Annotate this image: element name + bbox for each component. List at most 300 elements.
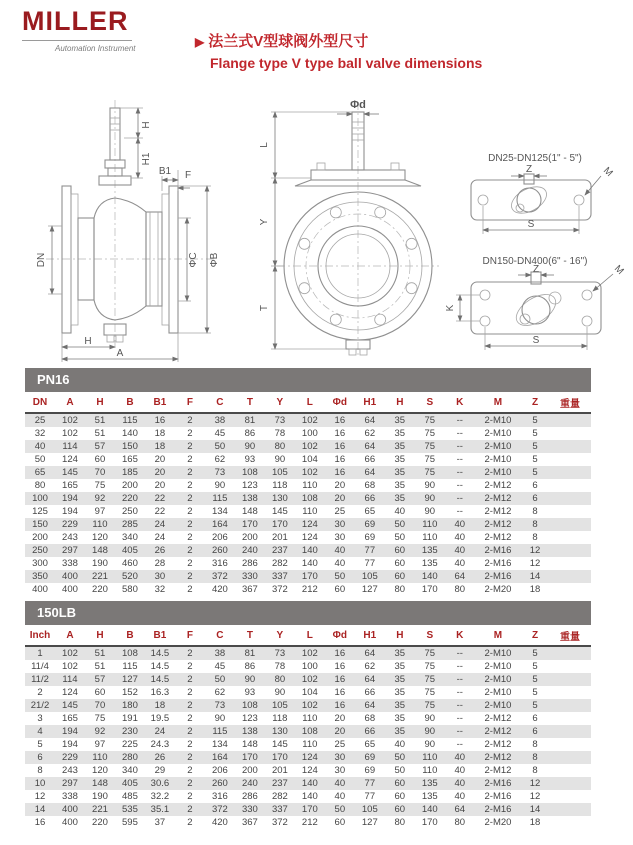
table-cell: 400 [62, 571, 78, 582]
table-cell: 50 [394, 752, 406, 763]
table-cell: 77 [364, 558, 376, 569]
table-cell: 250 [32, 545, 48, 556]
table-cell: 24.3 [150, 739, 170, 750]
table-cell: 20 [154, 454, 166, 465]
table-cell: 30 [334, 765, 346, 776]
table-cell: 20 [334, 726, 346, 737]
page-title-zh-text: 法兰式V型球阀外型尺寸 [208, 33, 369, 50]
table-cell: 372 [211, 571, 228, 582]
table-cell: 460 [122, 558, 138, 569]
table-cell: 38 [214, 415, 226, 426]
table-cell: 28 [154, 558, 166, 569]
table-cell: 104 [301, 454, 318, 465]
table-cell: 340 [122, 765, 138, 776]
table-cell: 164 [211, 519, 228, 530]
table-cell: 123 [241, 480, 258, 491]
table-cell: 110 [422, 765, 438, 776]
table-cell: 225 [122, 739, 138, 750]
table-cell [549, 583, 591, 596]
table-row [25, 790, 591, 803]
table-cell: 90 [424, 739, 436, 750]
table-cell: 50 [214, 441, 226, 452]
table-cell: 62 [364, 661, 376, 672]
table-cell: 165 [62, 480, 78, 491]
table-cell: 5 [532, 648, 538, 659]
table-cell: 140 [301, 558, 318, 569]
table-cell: 81 [244, 648, 256, 659]
table-cell: 8 [532, 506, 538, 517]
table-cell [549, 479, 591, 492]
table-cell: 5 [532, 700, 538, 711]
table-cell: 45 [214, 428, 226, 439]
dim-label-z-large: Z [532, 264, 540, 275]
table-cell: 2 [187, 739, 193, 750]
table-cell: 2 [187, 700, 193, 711]
table-cell: 2 [187, 726, 193, 737]
column-header: 重量 [549, 392, 591, 413]
table-cell: 40 [454, 791, 466, 802]
table-cell: 2 [187, 532, 193, 543]
table-cell: 64 [454, 804, 466, 815]
table-cell: 194 [62, 493, 78, 504]
table-cell: 110 [302, 506, 318, 517]
column-header: Y [265, 625, 295, 646]
table-cell: 5 [532, 661, 538, 672]
table-cell: 5 [532, 454, 538, 465]
table-cell: 102 [62, 648, 78, 659]
table-cell: 105 [271, 700, 288, 711]
table-cell: 60 [394, 804, 406, 815]
column-header: B1 [145, 625, 175, 646]
table-cell: 24 [154, 532, 166, 543]
table-cell: 201 [271, 532, 288, 543]
table-cell: 24 [154, 519, 166, 530]
table-cell [549, 570, 591, 583]
table-cell: 65 [34, 467, 46, 478]
table-cell: -- [456, 661, 463, 672]
table-cell: 77 [364, 545, 376, 556]
table-cell: 29 [154, 765, 166, 776]
table-cell: 2 [187, 778, 193, 789]
table-cell: 14.5 [150, 648, 170, 659]
table-cell: 90 [244, 674, 256, 685]
column-header: C [205, 625, 235, 646]
table-row [25, 518, 591, 531]
table-cell: 280 [122, 752, 138, 763]
table-cell: 35 [394, 441, 406, 452]
column-header: A [55, 392, 85, 413]
table-cell: 8 [532, 519, 538, 530]
table-cell: 14.5 [150, 674, 170, 685]
column-header: Y [265, 392, 295, 413]
table-cell: 40 [454, 532, 466, 543]
table-cell: 16 [334, 415, 346, 426]
table-cell: 14 [529, 804, 541, 815]
table-cell: 340 [122, 532, 138, 543]
table-cell: 6 [532, 726, 538, 737]
table-cell: 148 [92, 545, 108, 556]
table-cell: 16.3 [150, 687, 170, 698]
table-cell: 102 [62, 428, 78, 439]
dim-label-m-small: M [600, 165, 615, 180]
table-cell: 230 [122, 726, 138, 737]
table-cell: 120 [92, 532, 108, 543]
column-header: Z [521, 392, 549, 413]
table-cell: 18 [529, 584, 541, 595]
table-cell: -- [456, 674, 463, 685]
table-cell: 16 [334, 428, 346, 439]
table-cell: 2-M10 [484, 441, 512, 452]
table-cell: 64 [364, 467, 376, 478]
column-header: Z [521, 625, 549, 646]
table-cell: 200 [241, 532, 258, 543]
dim-label-z-small: Z [525, 164, 533, 175]
table-cell: 2 [187, 493, 193, 504]
table-cell: 92 [94, 493, 106, 504]
table-cell: 2 [187, 791, 193, 802]
table-cell: -- [456, 493, 463, 504]
table-cell: 108 [241, 700, 258, 711]
table-cell: 140 [301, 791, 318, 802]
table-cell: 57 [94, 674, 106, 685]
table-cell: 140 [421, 804, 438, 815]
table-cell: 110 [92, 752, 108, 763]
table-cell: 130 [271, 726, 288, 737]
table-cell [549, 712, 591, 725]
table-cell: 64 [364, 441, 376, 452]
table-cell: 127 [122, 674, 138, 685]
table-cell: 62 [214, 454, 226, 465]
table-cell: 80 [454, 817, 466, 828]
table-cell: 51 [94, 661, 106, 672]
table-cell: 221 [92, 571, 108, 582]
table-cell: 50 [334, 571, 346, 582]
dim-label-k: K [445, 304, 456, 312]
table-cell: 102 [301, 700, 318, 711]
table-cell: 50 [214, 674, 226, 685]
table-cell: 14 [529, 571, 541, 582]
table-cell: 81 [244, 415, 256, 426]
table-cell: 2-M12 [484, 480, 512, 491]
table-cell: 300 [32, 558, 48, 569]
table-cell: 170 [271, 752, 288, 763]
table-cell: 40 [454, 778, 466, 789]
table-cell: 2 [37, 687, 43, 698]
table-cell: 12 [34, 791, 46, 802]
table-cell: 40 [334, 778, 346, 789]
table-cell: 102 [301, 415, 318, 426]
table-cell: 60 [394, 558, 406, 569]
table-cell: 5 [532, 415, 538, 426]
table-cell: 35 [394, 454, 406, 465]
table-cell: 40 [334, 545, 346, 556]
column-header: H1 [355, 392, 385, 413]
table-cell: 5 [532, 441, 538, 452]
table-cell: 18 [529, 817, 541, 828]
pn16-section-header: PN16 [25, 368, 591, 392]
table-cell: 102 [301, 467, 318, 478]
table-cell: 191 [122, 713, 138, 724]
table-cell: 220 [92, 817, 108, 828]
table-cell: 70 [94, 467, 106, 478]
table-cell: 140 [421, 571, 438, 582]
table-cell: 75 [424, 441, 436, 452]
table-cell: 148 [92, 778, 108, 789]
table-cell: 108 [301, 726, 318, 737]
column-header: K [445, 392, 475, 413]
table-cell: 243 [62, 532, 78, 543]
table-cell: 2-M16 [484, 571, 512, 582]
table-cell: 77 [364, 791, 376, 802]
table-cell: 90 [244, 441, 256, 452]
table-cell: 75 [94, 480, 106, 491]
table-cell: 316 [211, 558, 228, 569]
table-cell: 60 [334, 817, 346, 828]
table-cell: 104 [301, 687, 318, 698]
table-cell: 2 [187, 454, 193, 465]
table-cell: 16 [334, 687, 346, 698]
brand-tagline: Automation Instrument [55, 44, 136, 53]
table-cell: 115 [122, 415, 138, 426]
column-header: S [415, 392, 445, 413]
table-cell: 35 [394, 700, 406, 711]
table-cell: 260 [211, 778, 228, 789]
table-cell: 110 [302, 713, 318, 724]
table-cell: 62 [364, 428, 376, 439]
table-cell: 108 [241, 467, 258, 478]
table-cell: 60 [394, 778, 406, 789]
table-cell: 330 [241, 804, 258, 815]
table-cell: 118 [272, 713, 288, 724]
dim-label-phi-c: ΦC [188, 252, 199, 268]
table-cell: 2-M10 [484, 428, 512, 439]
table-row [25, 570, 591, 583]
table-cell [549, 544, 591, 557]
table-cell: 164 [211, 752, 228, 763]
table-cell: 2 [187, 661, 193, 672]
table-cell: 102 [301, 674, 318, 685]
table-cell [549, 453, 591, 466]
table-cell: 170 [301, 804, 318, 815]
table-cell: 170 [421, 817, 438, 828]
table-cell: 90 [424, 493, 436, 504]
table-cell: 124 [301, 765, 318, 776]
brand-logo: MILLER [22, 6, 129, 36]
table-cell: 286 [241, 791, 258, 802]
table-cell [549, 777, 591, 790]
table-cell: 206 [211, 765, 228, 776]
table-cell: 138 [241, 493, 258, 504]
table-cell: 65 [364, 739, 376, 750]
table-cell: 40 [454, 519, 466, 530]
table-cell: 170 [241, 752, 258, 763]
table-row [25, 531, 591, 544]
table-cell: 30.6 [150, 778, 170, 789]
table-cell: 24 [154, 726, 166, 737]
table-cell: 145 [271, 739, 288, 750]
table-cell: 60 [394, 571, 406, 582]
table-cell: 127 [361, 817, 378, 828]
table-cell: 2-M12 [484, 765, 512, 776]
table-cell: 37 [154, 817, 166, 828]
table-cell: 123 [241, 713, 258, 724]
table-cell: 30 [334, 752, 346, 763]
table-cell: 145 [62, 700, 78, 711]
table-cell: 80 [454, 584, 466, 595]
table-cell: 297 [62, 545, 78, 556]
table-cell: 30 [154, 571, 166, 582]
table-cell: 90 [214, 713, 226, 724]
table-cell [549, 790, 591, 803]
table-cell: 338 [62, 791, 78, 802]
table-cell: 40 [334, 558, 346, 569]
table-cell: 2 [187, 687, 193, 698]
table-row [25, 816, 591, 829]
table-cell: 200 [32, 532, 48, 543]
table-cell: 75 [424, 428, 436, 439]
table-cell: 62 [214, 687, 226, 698]
table-cell: 78 [274, 661, 286, 672]
table-cell: 22 [154, 506, 166, 517]
table-cell: 5 [532, 687, 538, 698]
table-cell: 32 [154, 584, 166, 595]
table-row [25, 479, 591, 492]
table-cell: 367 [241, 584, 258, 595]
pn16-table [25, 392, 591, 596]
column-header: H1 [355, 625, 385, 646]
table-cell: 110 [302, 739, 318, 750]
table-cell: 2 [187, 648, 193, 659]
table-cell: 2 [187, 467, 193, 478]
table-cell: 6 [532, 493, 538, 504]
table-cell: 40 [334, 791, 346, 802]
table-cell: 60 [394, 545, 406, 556]
table-cell: 595 [122, 817, 138, 828]
table-cell [549, 427, 591, 440]
table-cell: 20 [334, 493, 346, 504]
table-cell [549, 518, 591, 531]
table-cell: 2 [187, 571, 193, 582]
table-cell: 260 [211, 545, 228, 556]
table-cell: 16 [334, 700, 346, 711]
column-header: 重量 [549, 625, 591, 646]
table-cell: 21/2 [30, 700, 50, 711]
table-cell: 2-M16 [484, 558, 512, 569]
table-row [25, 544, 591, 557]
table-cell: 6 [37, 752, 43, 763]
table-cell: 102 [62, 415, 78, 426]
table-cell: -- [456, 713, 463, 724]
table-cell: 110 [422, 532, 438, 543]
table-cell: 170 [301, 571, 318, 582]
table-cell: 2-M16 [484, 804, 512, 815]
table-cell: 2-M20 [484, 817, 512, 828]
table-cell: 64 [364, 674, 376, 685]
table-cell: 135 [421, 778, 438, 789]
table-cell: 2-M10 [484, 674, 512, 685]
table-cell: 115 [212, 726, 228, 737]
table-cell: 66 [364, 726, 376, 737]
table-cell: 6 [532, 713, 538, 724]
table-cell: 400 [62, 584, 78, 595]
table-row [25, 453, 591, 466]
table-cell: 2-M12 [484, 506, 512, 517]
table-row [25, 557, 591, 570]
table-cell: 100 [301, 661, 318, 672]
table-cell: 16 [334, 467, 346, 478]
table-cell: 18 [154, 700, 166, 711]
table-cell: 115 [122, 661, 138, 672]
table-cell: -- [456, 648, 463, 659]
table-cell: 580 [122, 584, 138, 595]
150lb-section-header: 150LB [25, 601, 591, 625]
table-cell: 77 [364, 778, 376, 789]
table-cell: 97 [94, 739, 106, 750]
table-cell: 57 [94, 441, 106, 452]
table-cell: 35 [394, 674, 406, 685]
table-cell: 40 [454, 765, 466, 776]
table-cell: 90 [424, 506, 436, 517]
table-cell: 405 [122, 545, 138, 556]
table-cell: 50 [34, 454, 46, 465]
table-cell: 2-M12 [484, 713, 512, 724]
dim-label-a: A [116, 348, 124, 359]
column-header: K [445, 625, 475, 646]
dim-label-y: Y [259, 218, 270, 226]
table-cell: 105 [361, 804, 378, 815]
table-cell: 420 [211, 584, 228, 595]
table-cell: 73 [214, 467, 226, 478]
table-cell: 75 [94, 713, 106, 724]
table-cell: 150 [122, 441, 138, 452]
table-cell [549, 803, 591, 816]
dim-label-h-top: H [141, 121, 152, 129]
table-cell: -- [456, 428, 463, 439]
column-header: A [55, 625, 85, 646]
table-cell: 50 [334, 804, 346, 815]
table-cell: 8 [37, 765, 43, 776]
table-cell: 2 [187, 415, 193, 426]
table-cell: 2 [187, 713, 193, 724]
table-cell: 124 [301, 519, 318, 530]
table-cell: 68 [364, 713, 376, 724]
table-row [25, 764, 591, 777]
table-cell: -- [456, 726, 463, 737]
table-cell: 400 [62, 817, 78, 828]
table-cell: 108 [301, 493, 318, 504]
table-cell: 125 [32, 506, 48, 517]
table-cell: 2 [187, 804, 193, 815]
table-cell: 97 [94, 506, 106, 517]
table-cell: 35 [394, 467, 406, 478]
table-cell: 16 [334, 441, 346, 452]
mounting-pad-drawings [443, 148, 628, 363]
table-cell: 20 [154, 480, 166, 491]
table-cell: 297 [62, 778, 78, 789]
150lb-table-block [25, 601, 591, 829]
table-cell: 75 [424, 454, 436, 465]
table-cell: 124 [62, 454, 78, 465]
table-cell: 60 [94, 454, 106, 465]
table-cell: 5 [532, 428, 538, 439]
table-cell: 86 [244, 661, 256, 672]
table-cell: 30 [334, 532, 346, 543]
table-cell: 2 [187, 674, 193, 685]
table-cell: 200 [241, 765, 258, 776]
table-cell: 138 [241, 726, 258, 737]
table-cell: 73 [214, 700, 226, 711]
table-cell: 8 [532, 765, 538, 776]
